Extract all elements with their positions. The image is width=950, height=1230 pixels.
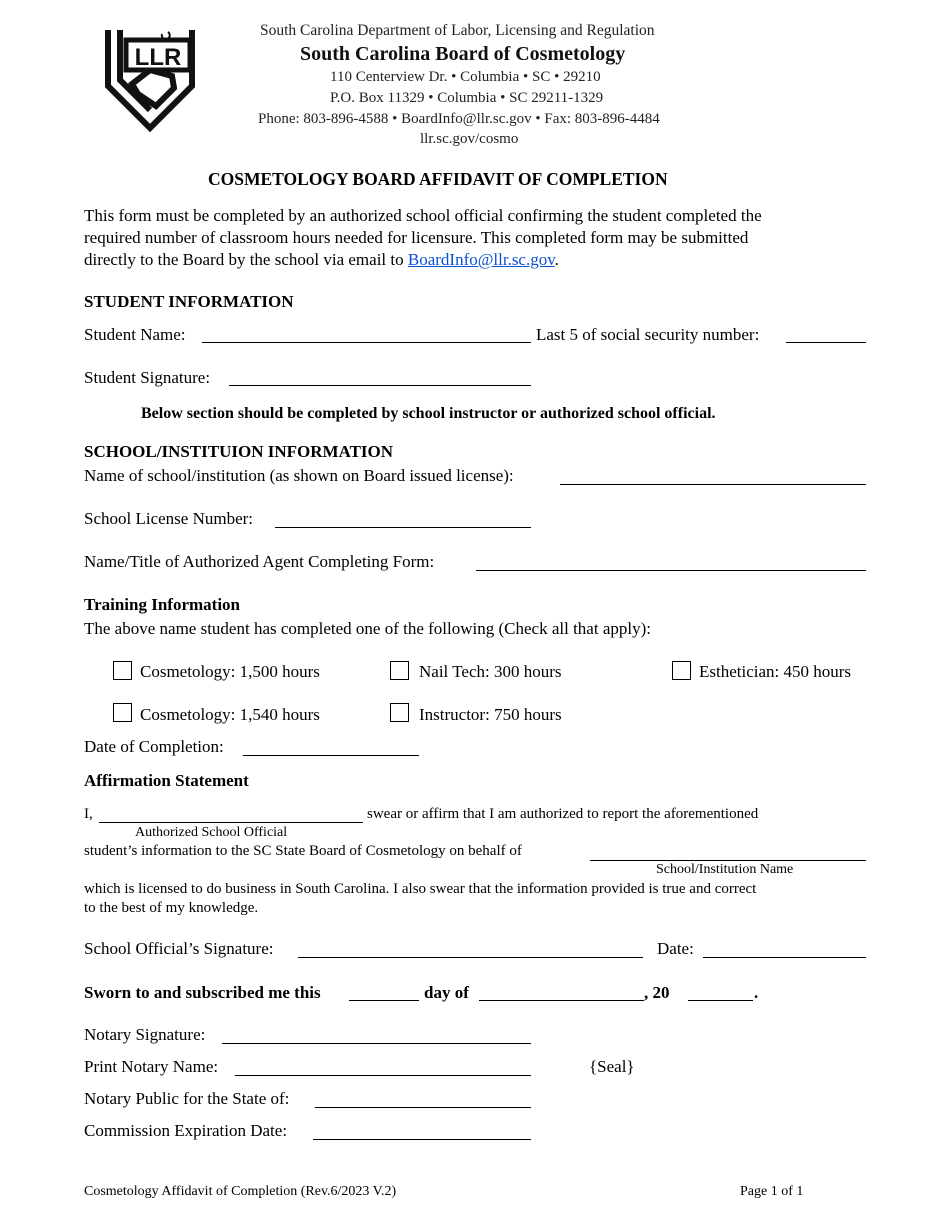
school-name-field[interactable] — [560, 469, 866, 485]
license-number-label: School License Number: — [84, 509, 254, 528]
commission-expiration-field[interactable] — [313, 1139, 531, 1140]
affirm-line-3: which is licensed to do business in South Carolina. I also swear that the information provided is true and correct — [84, 881, 757, 897]
sworn-prefix: Sworn to and subscribed me this — [84, 983, 321, 1002]
llr-shield-icon — [100, 24, 200, 140]
intro-line-3 — [84, 250, 559, 270]
student-name-field[interactable] — [202, 327, 531, 343]
school-name-label: Name of school/institution (as shown on Board issued license): — [84, 466, 514, 485]
official-notice: Below section should be completed by school instructor or authorized school official. — [141, 405, 716, 422]
student-signature-field[interactable] — [229, 370, 531, 386]
authorized-official-caption: Authorized School Official — [135, 825, 288, 840]
sworn-day-field[interactable] — [349, 1000, 419, 1001]
license-number-field[interactable] — [275, 512, 531, 528]
intro-line-1: This form must be completed by an authorized school official confirming the student completed the — [84, 206, 762, 225]
cosmetology-1500-checkbox[interactable] — [113, 661, 132, 680]
student-signature-label: Student Signature: — [84, 368, 211, 387]
notary-name-label: Print Notary Name: — [84, 1057, 219, 1076]
cosmetology-1500-label: Cosmetology: 1,500 hours — [140, 662, 320, 681]
contact-line: Phone: 803-896-4588 • BoardInfo@llr.sc.gov • Fax: 803-896-4484 — [258, 111, 660, 127]
affirm-line-2: student’s information to the SC State Board of Cosmetology on behalf of — [84, 843, 522, 859]
esthetician-450-label: Esthetician: 450 hours — [699, 662, 852, 681]
instructor-750-checkbox[interactable] — [390, 703, 409, 722]
notary-signature-field[interactable] — [222, 1043, 531, 1044]
institution-name-caption: School/Institution Name — [656, 862, 794, 877]
ssn-field[interactable] — [786, 327, 866, 343]
agent-field[interactable] — [476, 555, 866, 571]
ssn-label: Last 5 of social security number: — [536, 325, 760, 344]
school-info-heading: SCHOOL/INSTITUION INFORMATION — [84, 442, 394, 461]
notary-signature-label: Notary Signature: — [84, 1025, 206, 1044]
website: llr.sc.gov/cosmo — [420, 131, 519, 147]
affirm-line-4: to the best of my knowledge. — [84, 900, 259, 916]
footer-page-number: Page 1 of 1 — [740, 1184, 804, 1199]
affirm-line-1: swear or affirm that I am authorized to report the aforementioned — [367, 806, 759, 822]
cosmetology-1540-label: Cosmetology: 1,540 hours — [140, 705, 320, 724]
logo-text: LLR — [134, 44, 182, 71]
completion-date-label: Date of Completion: — [84, 737, 224, 756]
training-heading: Training Information — [84, 595, 241, 614]
agent-label: Name/Title of Authorized Agent Completing Form: — [84, 552, 435, 571]
official-date-label: Date: — [657, 939, 694, 958]
dept-name: South Carolina Department of Labor, Licensing and Regulation — [260, 22, 655, 39]
board-email-link[interactable]: BoardInfo@llr.sc.gov — [407, 250, 555, 269]
completion-date-field[interactable] — [243, 740, 419, 756]
affirm-i-prefix: I, — [84, 806, 93, 822]
notary-seal: {Seal} — [589, 1057, 635, 1076]
intro-line-3-text: directly to the Board by the school via email to — [84, 250, 408, 269]
official-signature-field[interactable] — [298, 957, 643, 958]
cosmetology-1540-checkbox[interactable] — [113, 703, 132, 722]
sworn-end: . — [754, 983, 759, 1002]
nail-tech-300-checkbox[interactable] — [390, 661, 409, 680]
official-signature-label: School Official’s Signature: — [84, 939, 274, 958]
authorized-official-field[interactable] — [99, 822, 363, 823]
intro-line-3-end: . — [554, 250, 559, 269]
notary-state-field[interactable] — [315, 1107, 531, 1108]
address-line-1: 110 Centerview Dr. • Columbia • SC • 29210 — [330, 69, 601, 85]
board-name: South Carolina Board of Cosmetology — [300, 43, 626, 65]
student-info-heading: STUDENT INFORMATION — [84, 292, 294, 311]
official-date-field[interactable] — [703, 957, 866, 958]
training-instructions: The above name student has completed one of the following (Check all that apply): — [84, 619, 651, 638]
form-title: COSMETOLOGY BOARD AFFIDAVIT OF COMPLETION — [208, 169, 668, 189]
esthetician-450-checkbox[interactable] — [672, 661, 691, 680]
notary-name-field[interactable] — [235, 1075, 531, 1076]
student-name-label: Student Name: — [84, 325, 186, 344]
agency-logo — [100, 24, 200, 140]
sworn-year-prefix: , 20 — [644, 983, 670, 1002]
sworn-month-field[interactable] — [479, 1000, 644, 1001]
intro-line-2: required number of classroom hours needed for licensure. This completed form may be submitted — [84, 228, 749, 247]
nail-tech-300-label: Nail Tech: 300 hours — [419, 662, 562, 681]
affirmation-heading: Affirmation Statement — [84, 771, 249, 790]
commission-expiration-label: Commission Expiration Date: — [84, 1121, 288, 1140]
notary-state-label: Notary Public for the State of: — [84, 1089, 290, 1108]
sworn-year-field[interactable] — [688, 1000, 753, 1001]
institution-name-field[interactable] — [590, 860, 866, 861]
footer-form-id: Cosmetology Affidavit of Completion (Rev.6/2023 V.2) — [84, 1184, 397, 1199]
address-line-2: P.O. Box 11329 • Columbia • SC 29211-1329 — [330, 90, 604, 106]
instructor-750-label: Instructor: 750 hours — [419, 705, 562, 724]
sworn-day-of: day of — [424, 983, 469, 1002]
